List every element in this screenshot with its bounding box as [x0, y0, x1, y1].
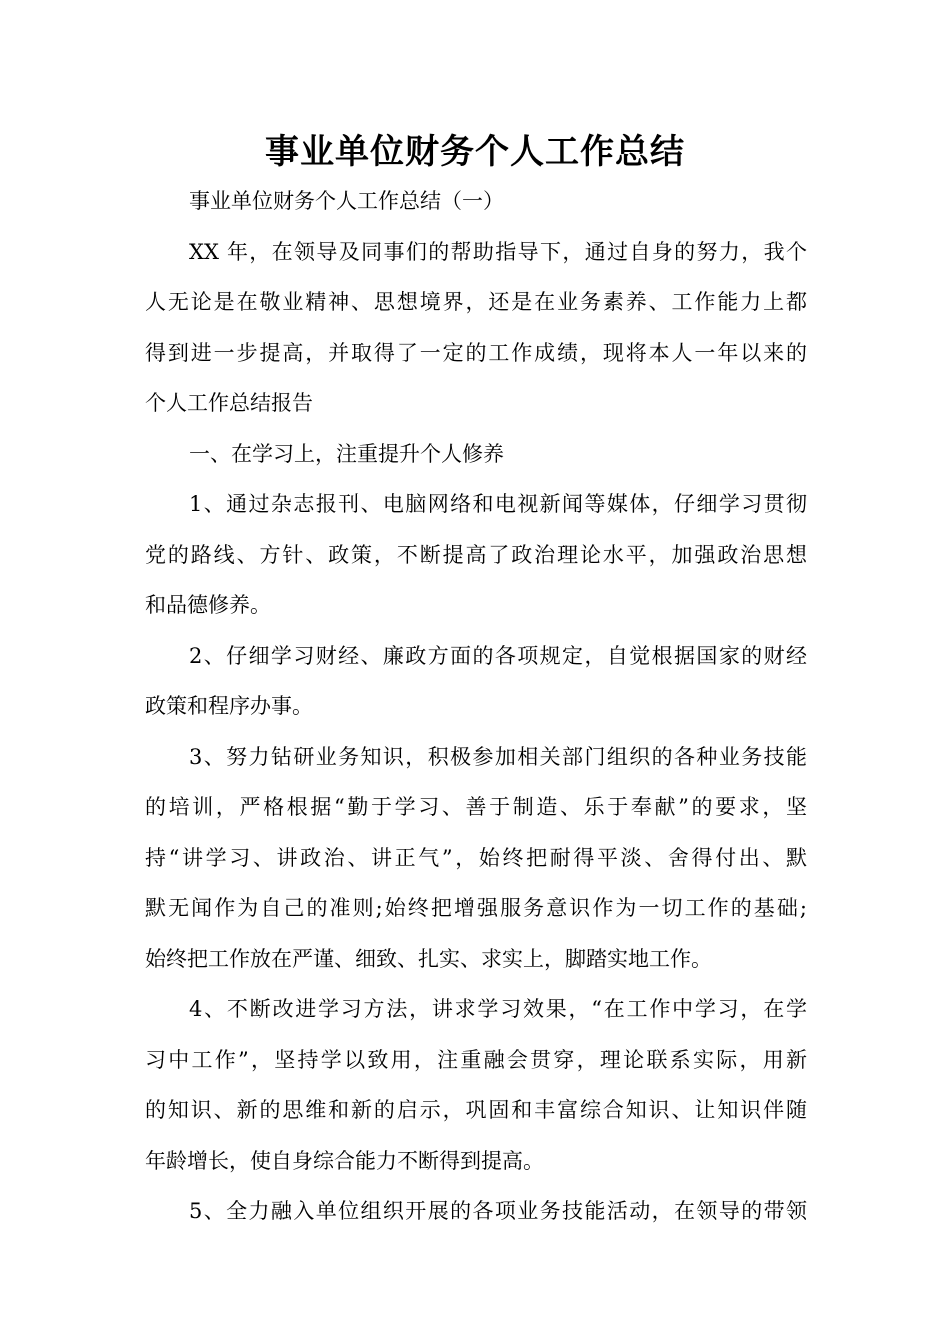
document-body [145, 176, 807, 1237]
section-heading-line: 一、在学习上，注重提升个人修养 [189, 441, 504, 466]
paragraph-line: 党的路线、方针、政策，不断提高了政治理论水平，加强政治思想 [145, 542, 807, 567]
paragraph-1 [145, 227, 807, 429]
section-heading-1 [145, 429, 807, 480]
paragraph-line: 1、通过杂志报刊、电脑网络和电视新闻等媒体，仔细学习贯彻 [189, 492, 807, 516]
paragraph-line: 年龄增长，使自身综合能力不断得到提高。 [145, 1148, 544, 1173]
paragraph-line: 默无闻作为自己的准则;始终把增强服务意识作为一切工作的基础; [145, 896, 807, 920]
document-title: 事业单位财务个人工作总结 [265, 132, 685, 172]
paragraph-2 [145, 479, 807, 631]
paragraph-line: 习中工作”，坚持学以致用，注重融会贯穿，理论联系实际，用新 [145, 1047, 807, 1072]
paragraph-line: 5、全力融入单位组织开展的各项业务技能活动，在领导的带领 [189, 1199, 807, 1223]
paragraph-line: 得到进一步提高，并取得了一定的工作成绩，现将本人一年以来的 [145, 340, 807, 365]
paragraph-line: 政策和程序办事。 [145, 694, 313, 718]
paragraph-line: 人无论是在敬业精神、思想境界，还是在业务素养、工作能力上都 [145, 290, 807, 314]
paragraph-line: 个人工作总结报告 [145, 391, 313, 415]
paragraph-line: 2、仔细学习财经、廉政方面的各项规定，自觉根据国家的财经 [189, 643, 807, 668]
paragraph-line: 的知识、新的思维和新的启示，巩固和丰富综合知识、让知识伴随 [145, 1098, 807, 1122]
paragraph-line: 3、努力钻研业务知识，积极参加相关部门组织的各种业务技能 [189, 744, 807, 769]
paragraph-6 [145, 1186, 807, 1237]
paragraph-3 [145, 631, 807, 732]
paragraph-line: 的培训，严格根据“勤于学习、善于制造、乐于奉献”的要求，坚 [145, 795, 807, 819]
paragraph-5 [145, 984, 807, 1186]
paragraph-line: 始终把工作放在严谨、细致、扎实、求实上，脚踏实地工作。 [145, 946, 712, 971]
paragraph-line: 持“讲学习、讲政治、讲正气”，始终把耐得平淡、舍得付出、默 [145, 845, 807, 870]
document-subtitle: 事业单位财务个人工作总结（一） [189, 189, 504, 213]
paragraph-4 [145, 732, 807, 985]
paragraph-line: XX 年，在领导及同事们的帮助指导下，通过自身的努力，我个 [189, 239, 807, 264]
paragraph-line: 4、不断改进学习方法，讲求学习效果，“在工作中学习，在学 [189, 997, 807, 1021]
paragraph-line: 和品德修养。 [145, 593, 271, 617]
